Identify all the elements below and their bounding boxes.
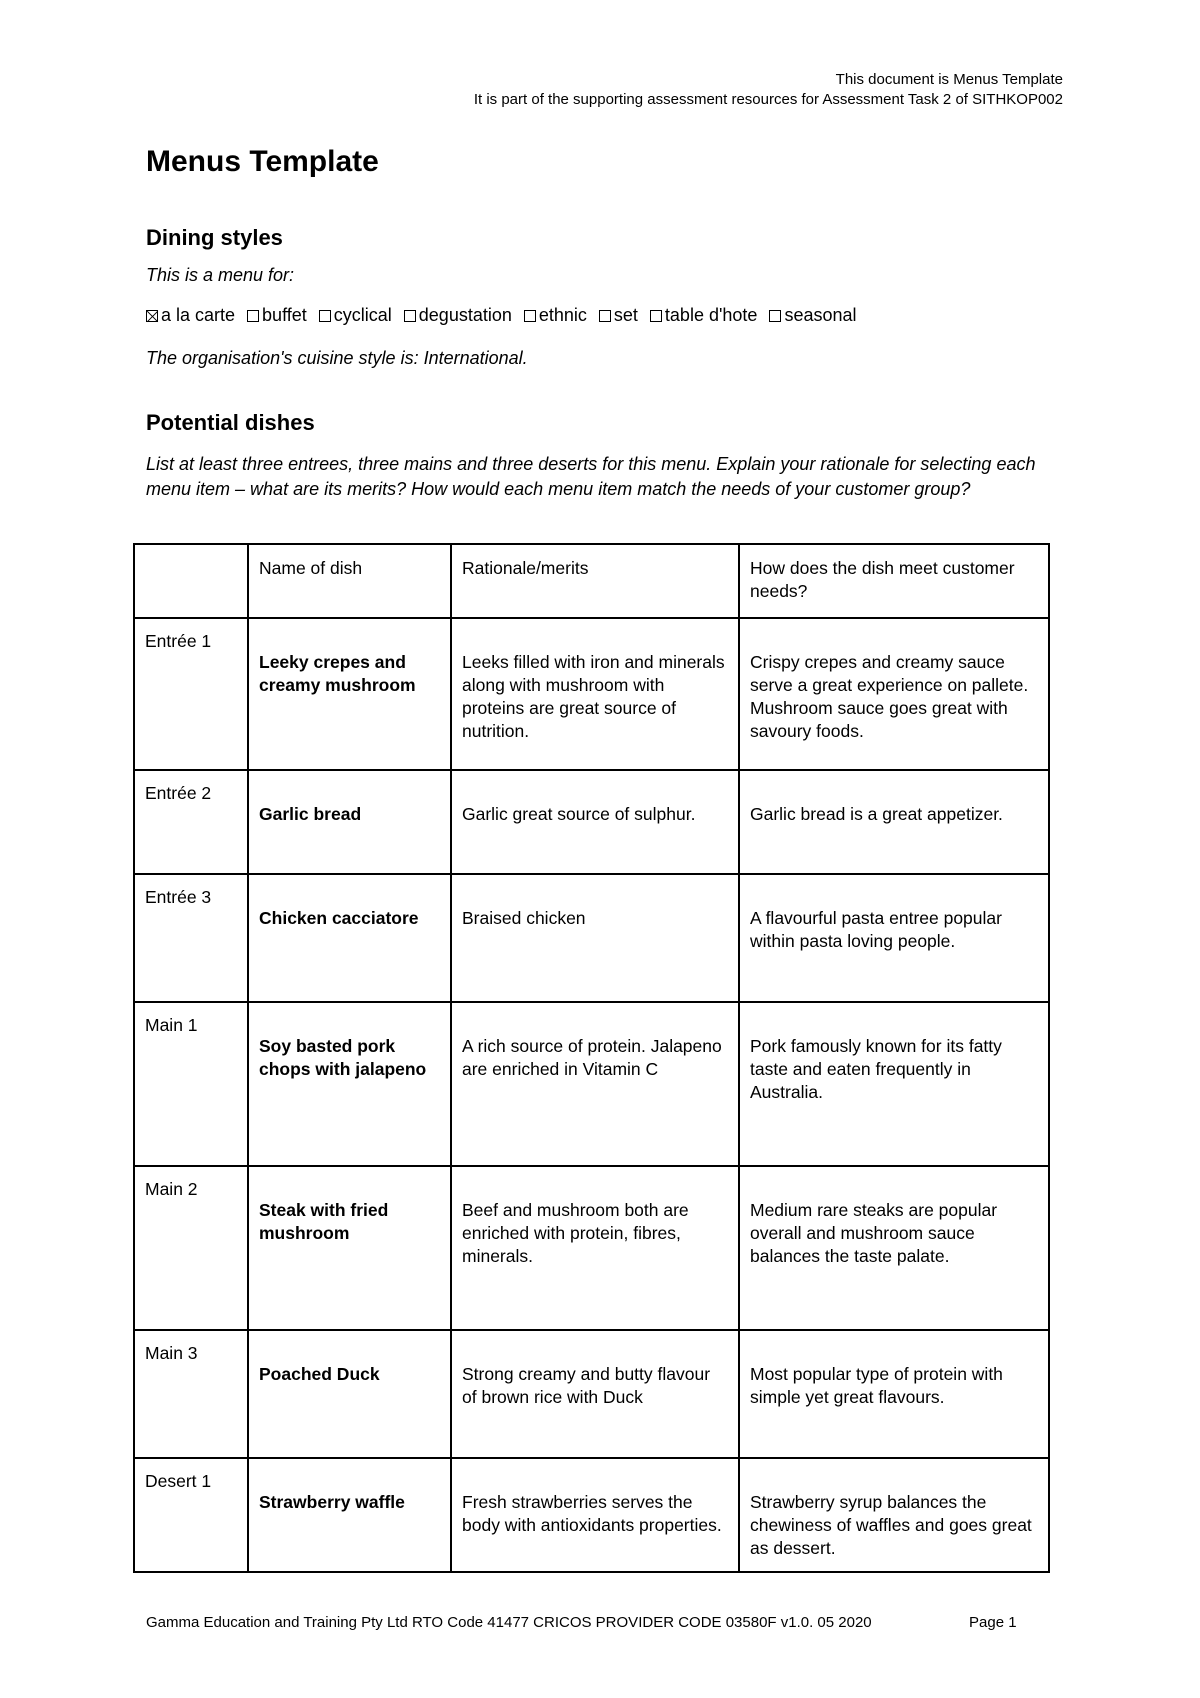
dining-style-options (146, 305, 857, 326)
rationale-cell: Strong creamy and butty flavour of brown rice with Duck (451, 1330, 739, 1458)
table-row (134, 874, 1049, 1002)
footer-text: Gamma Education and Training Pty Ltd RTO Code 41477 CRICOS PROVIDER CODE 03580F v1.0. 05 2020 (146, 1614, 872, 1631)
menu-for-label: This is a menu for: (146, 265, 295, 285)
dish-name-cell: Poached Duck (248, 1330, 451, 1458)
page-number: Page 1 (969, 1614, 1017, 1631)
needs-cell: Pork famously known for its fatty taste and eaten frequently in Australia. (739, 1002, 1049, 1166)
table-row (134, 1166, 1049, 1330)
needs-cell: A flavourful pasta entree popular within pasta loving people. (739, 874, 1049, 1002)
option-ethnic[interactable]: ethnic (524, 305, 587, 326)
header-cell-course (134, 544, 248, 618)
table-row (134, 1458, 1049, 1572)
instructions-text: List at least three entrees, three mains and three deserts for this menu. Explain your rationale for selecting each menu item – what are its merits? How would each menu item match the needs of your customer group? (146, 454, 1036, 499)
course-cell: Main 3 (134, 1330, 248, 1458)
rationale-cell: Braised chicken (451, 874, 739, 1002)
header-cell-needs: How does the dish meet customer needs? (739, 544, 1049, 618)
dining-styles-heading: Dining styles (146, 225, 283, 250)
document-header (474, 70, 1063, 110)
course-cell: Entrée 1 (134, 618, 248, 770)
cuisine-style-text: The organisation's cuisine style is: International. (146, 348, 528, 368)
dish-name-cell: Steak with fried mushroom (248, 1166, 451, 1330)
option-degustation[interactable]: degustation (404, 305, 512, 326)
course-cell: Entrée 2 (134, 770, 248, 874)
table-header-row (134, 544, 1049, 618)
rationale-cell: Leeks filled with iron and minerals along with mushroom with proteins are great source of nutrition. (451, 618, 739, 770)
page-title: Menus Template (146, 145, 379, 178)
checkbox-icon[interactable] (247, 310, 259, 322)
needs-cell: Garlic bread is a great appetizer. (739, 770, 1049, 874)
option-cyclical[interactable]: cyclical (319, 305, 392, 326)
option-set[interactable]: set (599, 305, 638, 326)
potential-dishes-heading: Potential dishes (146, 410, 315, 435)
checkbox-icon[interactable] (650, 310, 662, 322)
table-row (134, 1002, 1049, 1166)
needs-cell: Most popular type of protein with simple yet great flavours. (739, 1330, 1049, 1458)
rationale-cell: A rich source of protein. Jalapeno are enriched in Vitamin C (451, 1002, 739, 1166)
course-cell: Main 1 (134, 1002, 248, 1166)
needs-cell: Strawberry syrup balances the chewiness of waffles and goes great as dessert. (739, 1458, 1049, 1572)
checkbox-icon[interactable] (769, 310, 781, 322)
dish-name-cell: Soy basted pork chops with jalapeno (248, 1002, 451, 1166)
course-cell: Desert 1 (134, 1458, 248, 1572)
checkbox-icon[interactable] (146, 310, 158, 322)
rationale-cell: Garlic great source of sulphur. (451, 770, 739, 874)
needs-cell: Crispy crepes and creamy sauce serve a great experience on pallete. Mushroom sauce goes great with savoury foods. (739, 618, 1049, 770)
table-row (134, 1330, 1049, 1458)
rationale-cell: Fresh strawberries serves the body with antioxidants properties. (451, 1458, 739, 1572)
table-row (134, 770, 1049, 874)
rationale-cell: Beef and mushroom both are enriched with protein, fibres, minerals. (451, 1166, 739, 1330)
needs-cell: Medium rare steaks are popular overall and mushroom sauce balances the taste palate. (739, 1166, 1049, 1330)
dish-name-cell: Leeky crepes and creamy mushroom (248, 618, 451, 770)
checkbox-icon[interactable] (319, 310, 331, 322)
course-cell: Main 2 (134, 1166, 248, 1330)
dish-name-cell: Chicken cacciatore (248, 874, 451, 1002)
dish-name-cell: Garlic bread (248, 770, 451, 874)
header-line-2: It is part of the supporting assessment resources for Assessment Task 2 of SITHKOP002 (473, 91, 1063, 108)
checkbox-icon[interactable] (599, 310, 611, 322)
option-table-dhote[interactable]: table d'hote (650, 305, 758, 326)
checkbox-icon[interactable] (404, 310, 416, 322)
dishes-table (133, 543, 1050, 1573)
header-cell-dish: Name of dish (248, 544, 451, 618)
option-a-la-carte[interactable]: a la carte (146, 305, 235, 326)
dish-name-cell: Strawberry waffle (248, 1458, 451, 1572)
header-cell-rationale: Rationale/merits (451, 544, 739, 618)
checkbox-icon[interactable] (524, 310, 536, 322)
option-seasonal[interactable]: seasonal (769, 305, 856, 326)
header-line-1: This document is Menus Template (835, 71, 1063, 88)
option-buffet[interactable]: buffet (247, 305, 307, 326)
course-cell: Entrée 3 (134, 874, 248, 1002)
table-row (134, 618, 1049, 770)
